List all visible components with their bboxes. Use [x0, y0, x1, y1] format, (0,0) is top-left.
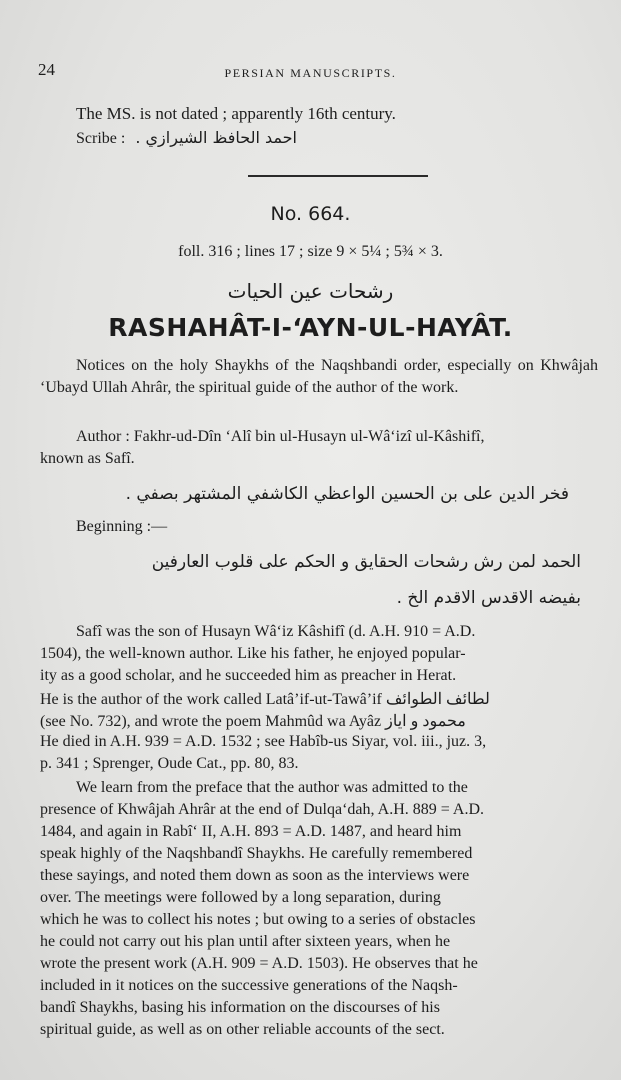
text-line: Safî was the son of Husayn Wâ‘iz Kâshifî (d. A.H. 910 = A.D. — [76, 623, 476, 640]
text-line: bandî Shaykhs, basing his information on the discourses of his — [40, 999, 440, 1016]
author-arabic: فخر الدين على بن الحسين الواعظي الكاشفي المشتهر بصفي . — [125, 484, 569, 504]
text-line: included in it notices on the successive generations of the Naqsh- — [40, 977, 458, 994]
text-line: 1484, and again in Rabî‘ II, A.H. 893 = A.D. 1487, and heard him — [40, 823, 462, 840]
text-line: He died in A.H. 939 = A.D. 1532 ; see Habîb-us Siyar, vol. iii., juz. 3, — [40, 733, 487, 750]
running-title: PERSIAN MANUSCRIPTS. — [224, 66, 397, 80]
author-line: Author : Fakhr-ud-Dîn ‘Alî bin ul-Husayn ul-Wâ‘izî ul-Kâshifî, — [76, 428, 485, 445]
section-divider — [248, 175, 428, 177]
text-line: (see No. 732), and wrote the poem Mahmûd wa Ayâz محمود و اياز — [40, 713, 466, 730]
beginning-arabic-2: بفيضه الاقدس الاقدم الخ . — [396, 588, 581, 608]
text-line: spiritual guide, as well as on other reliable accounts of the sect. — [40, 1021, 445, 1038]
text-line: ity as a good scholar, and he succeeded him as preacher in Herat. — [40, 667, 457, 684]
text-line: over. The meetings were followed by a long separation, during — [40, 889, 441, 906]
text-line: p. 341 ; Sprenger, Oude Cat., pp. 80, 83. — [40, 755, 299, 772]
description-paragraph: Notices on the holy Shaykhs of the Naqshbandi order, especially on Khwâjah ‘Ubayd Ullah Ahrâr, the spiritual guide of the author of the work. — [40, 357, 598, 396]
beginning-arabic-1: الحمد لمن رش رشحات الحقايق و الحكم على قلوب العارفين — [151, 552, 581, 572]
beginning-label: Beginning :— — [76, 518, 168, 535]
scribe-name: احمد الحافظ الشيرازي . — [135, 128, 297, 147]
text-line: We learn from the preface that the author was admitted to the — [76, 779, 468, 796]
text-line: speak highly of the Naqshbandî Shaykhs. He carefully remembered — [40, 845, 473, 862]
author-line-2: known as Safî. — [40, 450, 135, 467]
entry-number: No. 664. — [270, 203, 351, 225]
scribe-line — [76, 128, 297, 148]
text-line: he could not carry out his plan until after sixteen years, when he — [40, 933, 451, 950]
page-number: 24 — [38, 60, 55, 79]
text-line: He is the author of the work called Latâ’if-ut-Tawâ’if لطائف الطوائف — [40, 691, 490, 708]
arabic-title: رشحات عين الحيات — [227, 279, 394, 303]
text-line: which he was to collect his notes ; but owing to a series of obstacles — [40, 911, 476, 928]
date-note: The MS. is not dated ; apparently 16th century. — [76, 104, 396, 123]
text-line: these sayings, and noted them down as soon as the interviews were — [40, 867, 470, 884]
collation-line: foll. 316 ; lines 17 ; size 9 × 5¼ ; 5¾ × 3. — [178, 243, 443, 260]
text-line: wrote the present work (A.H. 909 = A.D. 1503). He observes that he — [40, 955, 478, 972]
text-line: 1504), the well-known author. Like his father, he enjoyed popular- — [40, 645, 466, 662]
entry-title: RASHAHÂT-I-‘AYN-UL-HAYÂT. — [108, 313, 513, 342]
text-line: presence of Khwâjah Ahrâr at the end of Dulqa‘dah, A.H. 889 = A.D. — [40, 801, 485, 818]
scribe-label: Scribe : — [76, 130, 126, 147]
